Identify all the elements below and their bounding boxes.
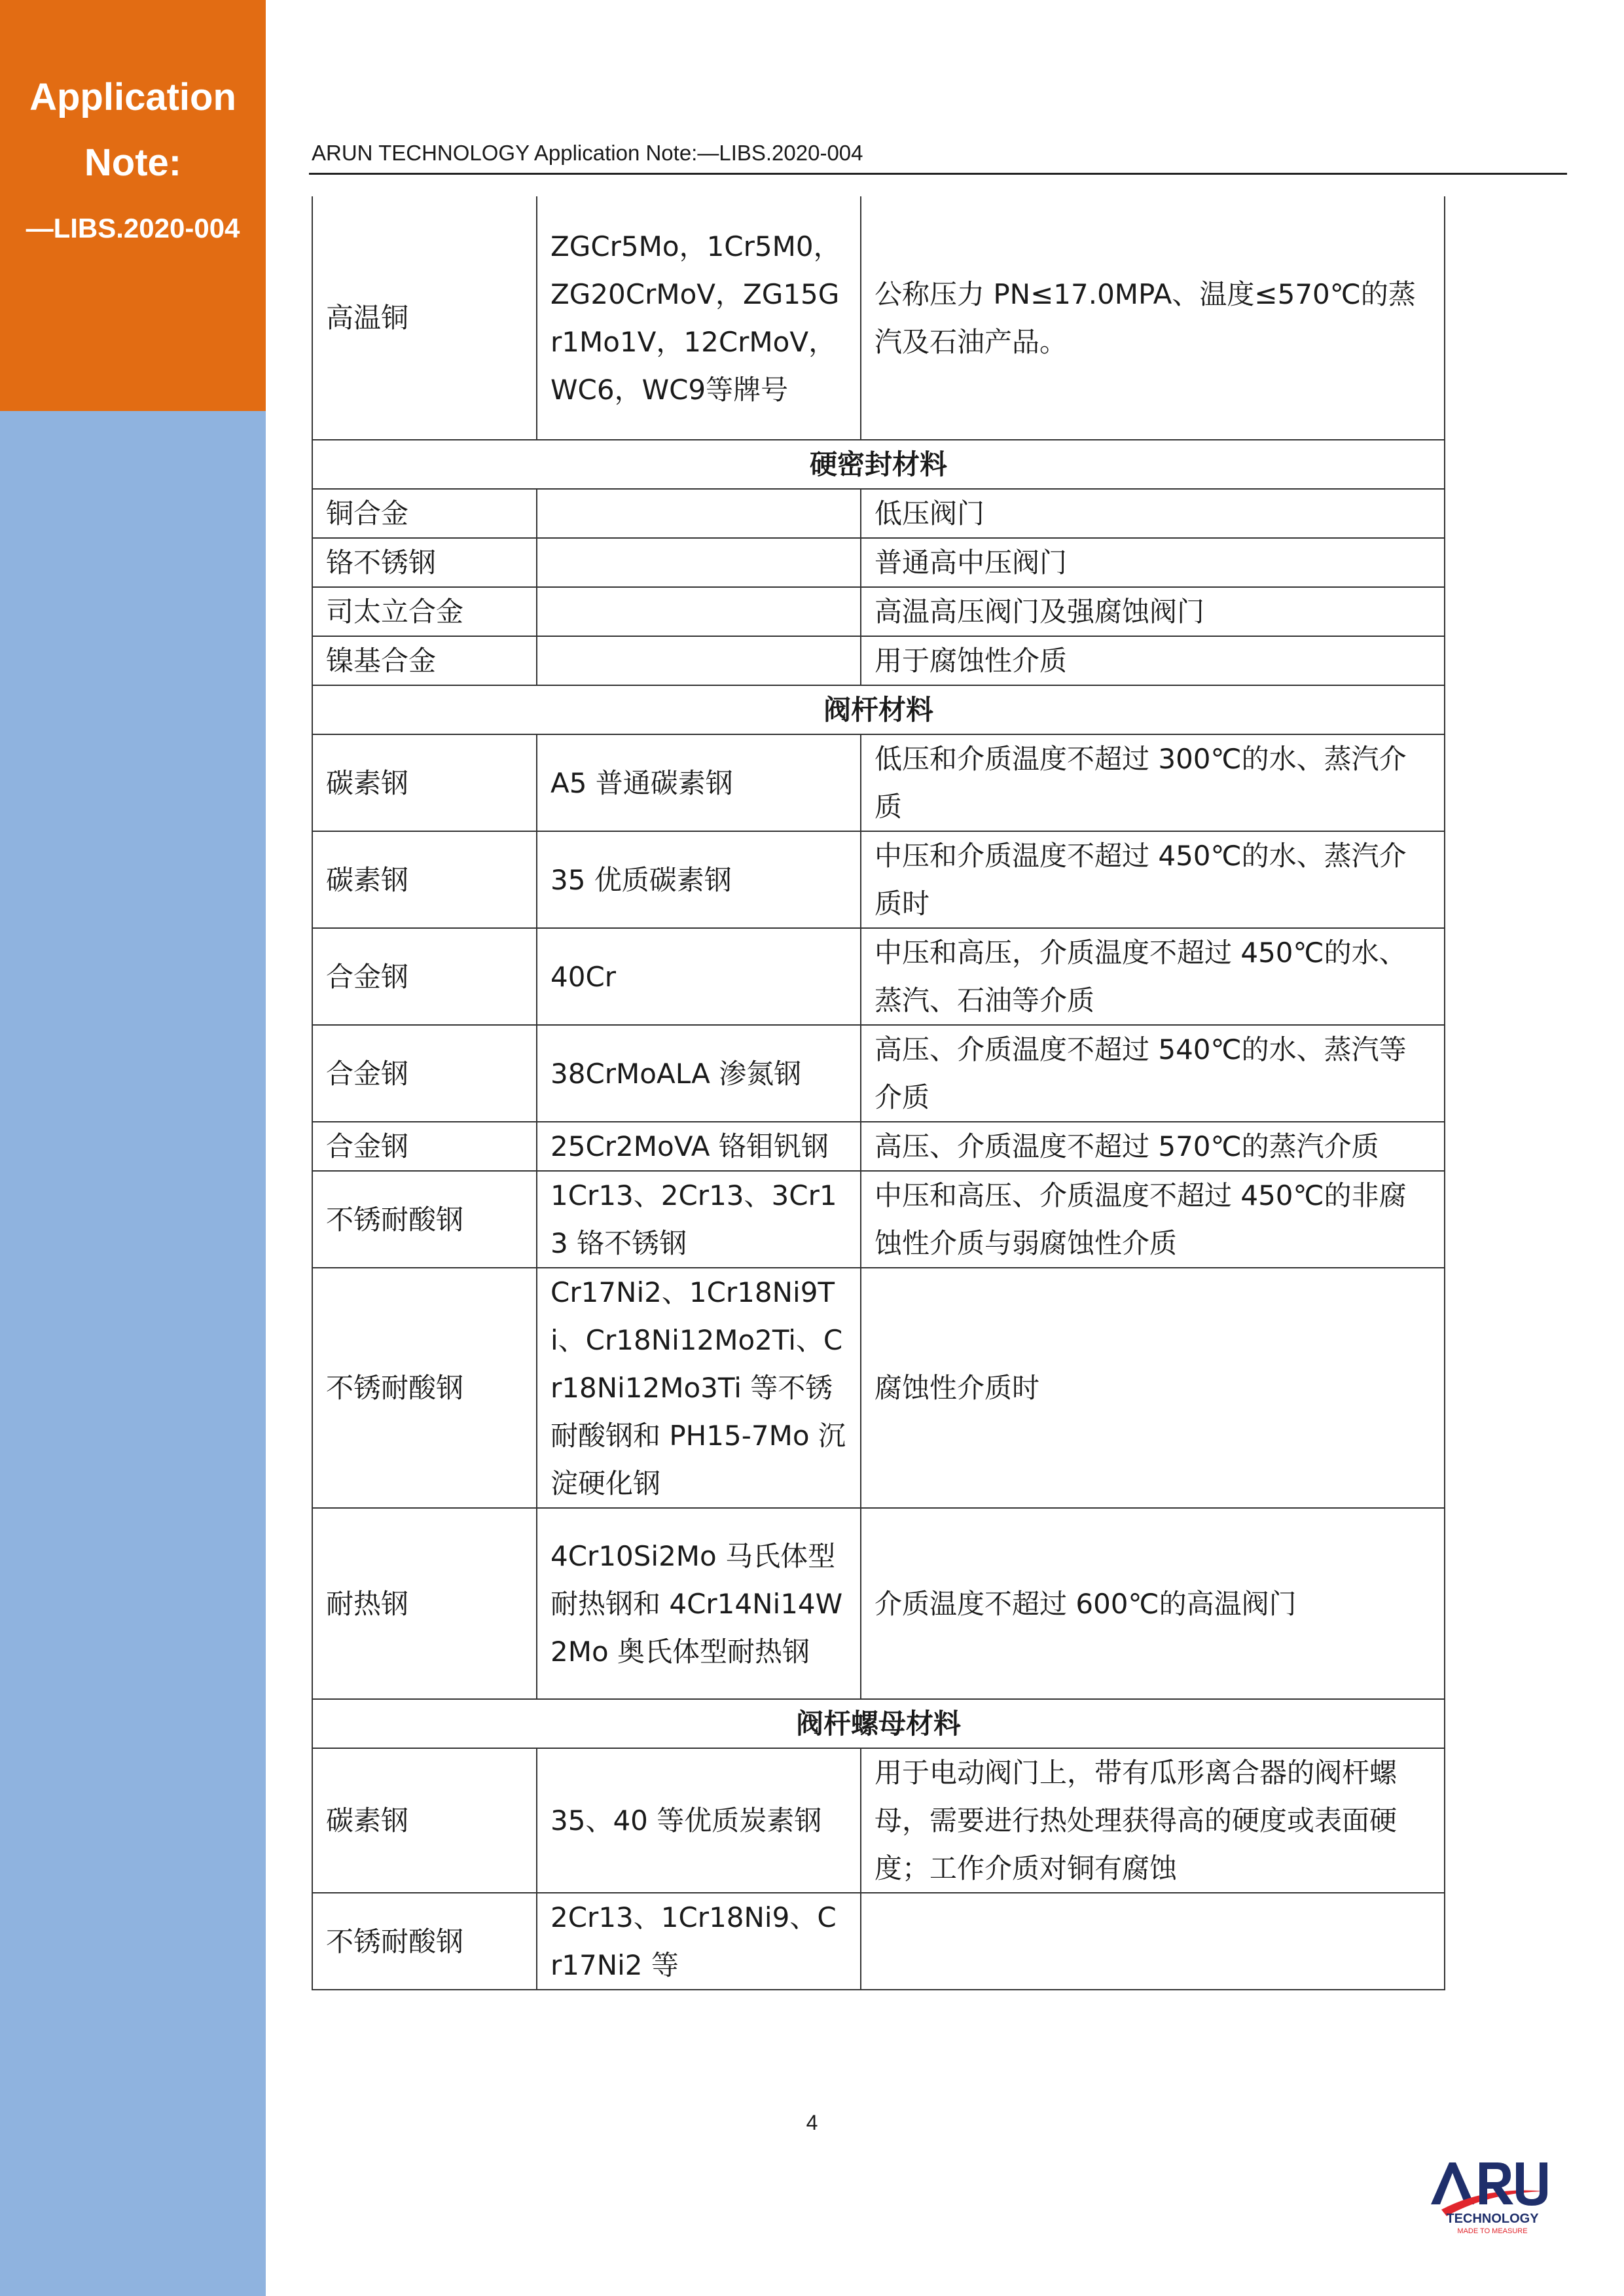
application-cell: 普通高中压阀门 [861, 538, 1445, 587]
application-cell: 低压阀门 [861, 489, 1445, 538]
sidebar-doc-id: —LIBS.2020-004 [26, 213, 240, 243]
table-row [312, 1508, 1445, 1699]
table-row [312, 1122, 1445, 1171]
page-number: 4 [806, 2111, 818, 2134]
table-row [312, 196, 1445, 440]
logo-wordmark: TECHNOLOGY [1446, 2212, 1539, 2226]
application-cell: 中压和高压，介质温度不超过 450℃的水、蒸汽、石油等介质 [861, 928, 1445, 1025]
material-cell: 高温铜 [312, 196, 537, 440]
material-cell: 铜合金 [312, 489, 537, 538]
material-cell: 耐热钢 [312, 1508, 537, 1699]
material-cell: 铬不锈钢 [312, 538, 537, 587]
logo-tagline: MADE TO MEASURE [1457, 2227, 1528, 2235]
material-cell: 不锈耐酸钢 [312, 1893, 537, 1990]
grade-cell [537, 587, 861, 636]
table-row [312, 1748, 1445, 1893]
material-cell: 碳素钢 [312, 734, 537, 831]
grade-cell: 25Cr2MoVA 铬钼钒钢 [537, 1122, 861, 1171]
table-row [312, 1268, 1445, 1508]
section-row [312, 440, 1445, 489]
table-row [312, 1893, 1445, 1990]
application-cell: 高温高压阀门及强腐蚀阀门 [861, 587, 1445, 636]
section-heading: 硬密封材料 [312, 440, 1445, 489]
section-heading: 阀杆螺母材料 [312, 1699, 1445, 1748]
grade-cell: Cr17Ni2、1Cr18Ni9Ti、Cr18Ni12Mo2Ti、Cr18Ni12Mo3Ti 等不锈耐酸钢和 PH15-7Mo 沉淀硬化钢 [537, 1268, 861, 1508]
table-row [312, 489, 1445, 538]
application-cell: 用于腐蚀性介质 [861, 636, 1445, 685]
grade-cell: 38CrMoALA 渗氮钢 [537, 1025, 861, 1122]
arun-logo-mark [1427, 2153, 1558, 2238]
page-header: ARUN TECHNOLOGY Application Note:—LIBS.2020-004 [312, 141, 863, 165]
table-row [312, 831, 1445, 928]
grade-cell [537, 489, 861, 538]
material-cell: 镍基合金 [312, 636, 537, 685]
application-cell: 腐蚀性介质时 [861, 1268, 1445, 1508]
application-cell: 中压和介质温度不超过 450℃的水、蒸汽介质时 [861, 831, 1445, 928]
application-cell: 高压、介质温度不超过 540℃的水、蒸汽等介质 [861, 1025, 1445, 1122]
material-cell: 不锈耐酸钢 [312, 1171, 537, 1268]
application-cell [861, 1893, 1445, 1990]
sidebar-title-line2: Note: [84, 141, 182, 184]
sidebar-title-line1: Application [29, 76, 236, 118]
application-cell: 介质温度不超过 600℃的高温阀门 [861, 1508, 1445, 1699]
grade-cell: 40Cr [537, 928, 861, 1025]
section-heading: 阀杆材料 [312, 685, 1445, 734]
grade-cell: A5 普通碳素钢 [537, 734, 861, 831]
application-cell: 低压和介质温度不超过 300℃的水、蒸汽介质 [861, 734, 1445, 831]
table-row [312, 636, 1445, 685]
application-cell: 用于电动阀门上，带有瓜形离合器的阀杆螺母，需要进行热处理获得高的硬度或表面硬度；工作介质对铜有腐蚀 [861, 1748, 1445, 1893]
grade-cell: 1Cr13、2Cr13、3Cr13 铬不锈钢 [537, 1171, 861, 1268]
table-row [312, 1025, 1445, 1122]
material-cell: 合金钢 [312, 1122, 537, 1171]
section-row [312, 1699, 1445, 1748]
material-cell: 合金钢 [312, 928, 537, 1025]
grade-cell: 4Cr10Si2Mo 马氏体型耐热钢和 4Cr14Ni14W2Mo 奥氏体型耐热钢 [537, 1508, 861, 1699]
material-cell: 碳素钢 [312, 1748, 537, 1893]
material-cell: 不锈耐酸钢 [312, 1268, 537, 1508]
material-cell: 合金钢 [312, 1025, 537, 1122]
grade-cell: ZGCr5Mo，1Cr5M0，ZG20CrMoV，ZG15Gr1Mo1V，12CrMoV，WC6，WC9等牌号 [537, 196, 861, 440]
section-row [312, 685, 1445, 734]
sidebar-orange-block [0, 0, 266, 411]
grade-cell: 35、40 等优质炭素钢 [537, 1748, 861, 1893]
material-cell: 碳素钢 [312, 831, 537, 928]
materials-table [312, 196, 1445, 1990]
table-row [312, 734, 1445, 831]
table-row [312, 538, 1445, 587]
application-cell: 公称压力 PN≤17.0MPA、温度≤570℃的蒸汽及石油产品。 [861, 196, 1445, 440]
table-row [312, 1171, 1445, 1268]
sidebar-blue-strip [0, 411, 266, 2296]
material-cell: 司太立合金 [312, 587, 537, 636]
grade-cell: 35 优质碳素钢 [537, 831, 861, 928]
grade-cell [537, 636, 861, 685]
header-divider [309, 173, 1567, 175]
application-cell: 高压、介质温度不超过 570℃的蒸汽介质 [861, 1122, 1445, 1171]
arun-logo [1427, 2153, 1558, 2241]
application-cell: 中压和高压、介质温度不超过 450℃的非腐蚀性介质与弱腐蚀性介质 [861, 1171, 1445, 1268]
table-row [312, 587, 1445, 636]
table-row [312, 928, 1445, 1025]
grade-cell [537, 538, 861, 587]
grade-cell: 2Cr13、1Cr18Ni9、Cr17Ni2 等 [537, 1893, 861, 1990]
